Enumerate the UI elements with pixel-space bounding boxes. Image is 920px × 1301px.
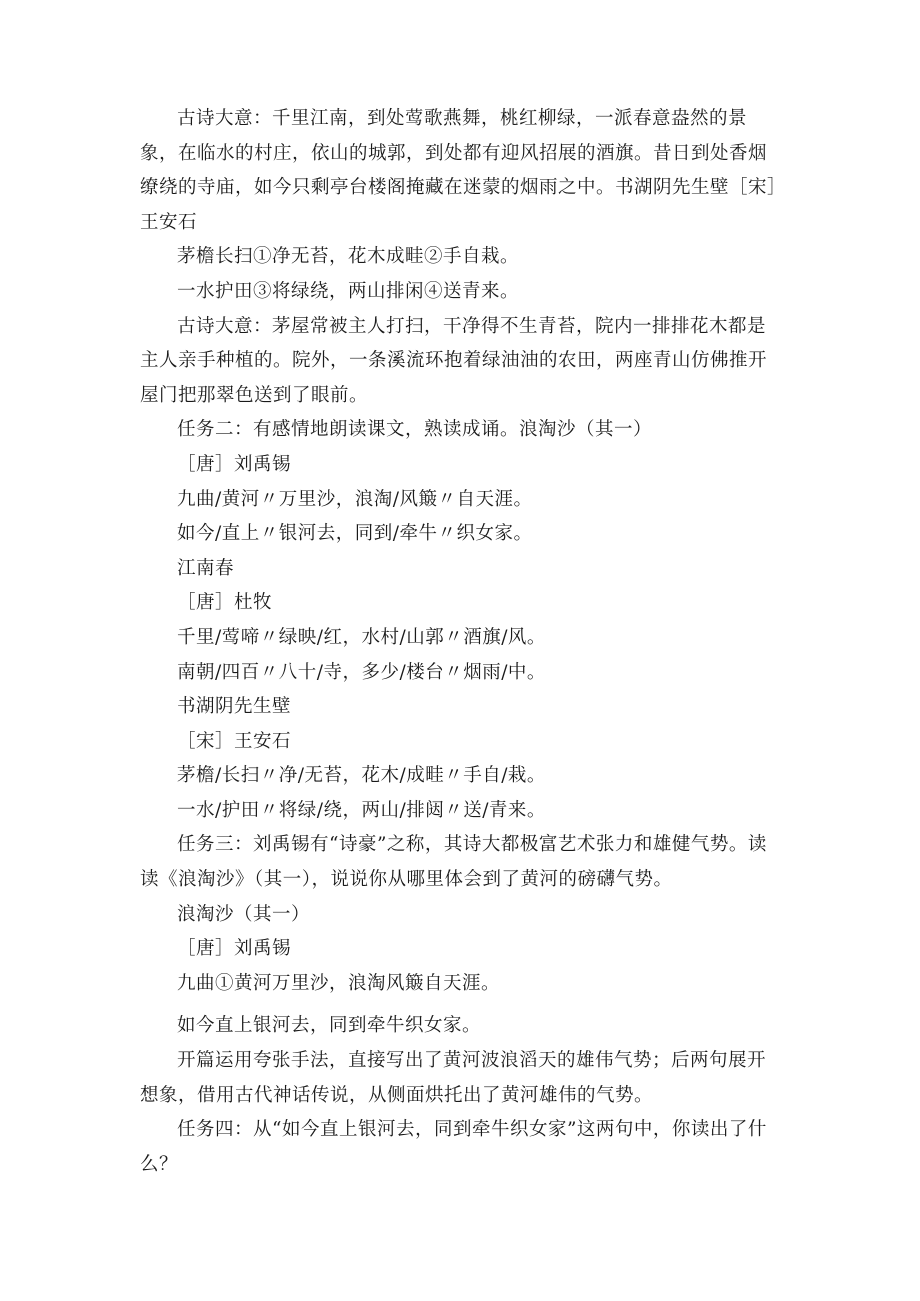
poem-title: 书湖阴先生壁: [177, 696, 292, 718]
paragraph-meaning-huyin: 古诗大意：茅屋常被主人打扫，干净得不生青苔，院内一排排花木都是主人亲手种植的。院外，一条溪流环抱着绿油油的农田，两座青山仿佛推开屋门把那翠色送到了眼前。: [140, 315, 768, 406]
task-three-heading: 任务三：刘禹锡有“诗豪”之称，其诗大都极富艺术张力和雄健气势。读读《浪淘沙》（其一），说说你从哪里体会到了黄河的磅礴气势。: [140, 834, 767, 891]
analysis-paragraph: 开篇运用夸张手法，直接写出了黄河波浪滔天的雄伟气势；后两句展开想象，借用古代神话传说，从侧面烘托出了黄河雄伟的气势。: [140, 1050, 767, 1106]
poem-title: 江南春: [177, 557, 235, 579]
paragraph-meaning-jiangnan: 古诗大意：千里江南，到处莺歌燕舞，桃红柳绿，一派春意盎然的景象，在临水的村庄，依山的城郭，到处都有迎风招展的酒旗。昔日到处香烟缭绕的寺庙，如今只剩亭台楼阁掩藏在迷蒙的烟雨之中。书湖阴先生壁［宋］王安石: [140, 108, 777, 233]
poem-line: 如今直上银河去，同到牵牛织女家。: [177, 1015, 482, 1037]
poem-line: 九曲①黄河万里沙，浪淘风簸自天涯。: [177, 972, 501, 994]
poem-author: ［宋］王安石: [177, 730, 292, 752]
poem-title: 浪淘沙（其一）: [177, 903, 311, 925]
task-two-heading: 任务二：有感情地朗读课文，熟读成诵。浪淘沙（其一）: [177, 419, 653, 441]
poem-line: 茅檐长扫①净无苔，花木成畦②手自栽。: [177, 246, 520, 268]
poem-line: 如今/直上〃银河去，同到/牵牛〃织女家。: [177, 523, 533, 545]
poem-author: ［唐］刘禹锡: [177, 938, 292, 960]
document-body: [140, 102, 780, 1182]
poem-line: 千里/莺啼〃绿映/红，水村/山郭〃酒旗/风。: [177, 626, 546, 648]
poem-author: ［唐］刘禹锡: [177, 453, 292, 475]
poem-line: 南朝/四百〃八十/寺，多少/楼台〃烟雨/中。: [177, 661, 546, 683]
poem-line: 一水护田③将绿绕，两山排闲④送青来。: [177, 280, 520, 302]
poem-line: 一水/护田〃将绿/绕，两山/排闼〃送/青来。: [177, 799, 546, 821]
poem-author: ［唐］杜牧: [177, 592, 273, 614]
poem-line: 九曲/黄河〃万里沙，浪淘/风簸〃自天涯。: [177, 488, 533, 510]
poem-line: 茅檐/长扫〃净/无苔，花木/成畦〃手自/栽。: [177, 765, 546, 787]
task-four-heading: 任务四：从“如今直上银河去，同到牵牛织女家”这两句中，你读出了什么？: [140, 1119, 767, 1175]
